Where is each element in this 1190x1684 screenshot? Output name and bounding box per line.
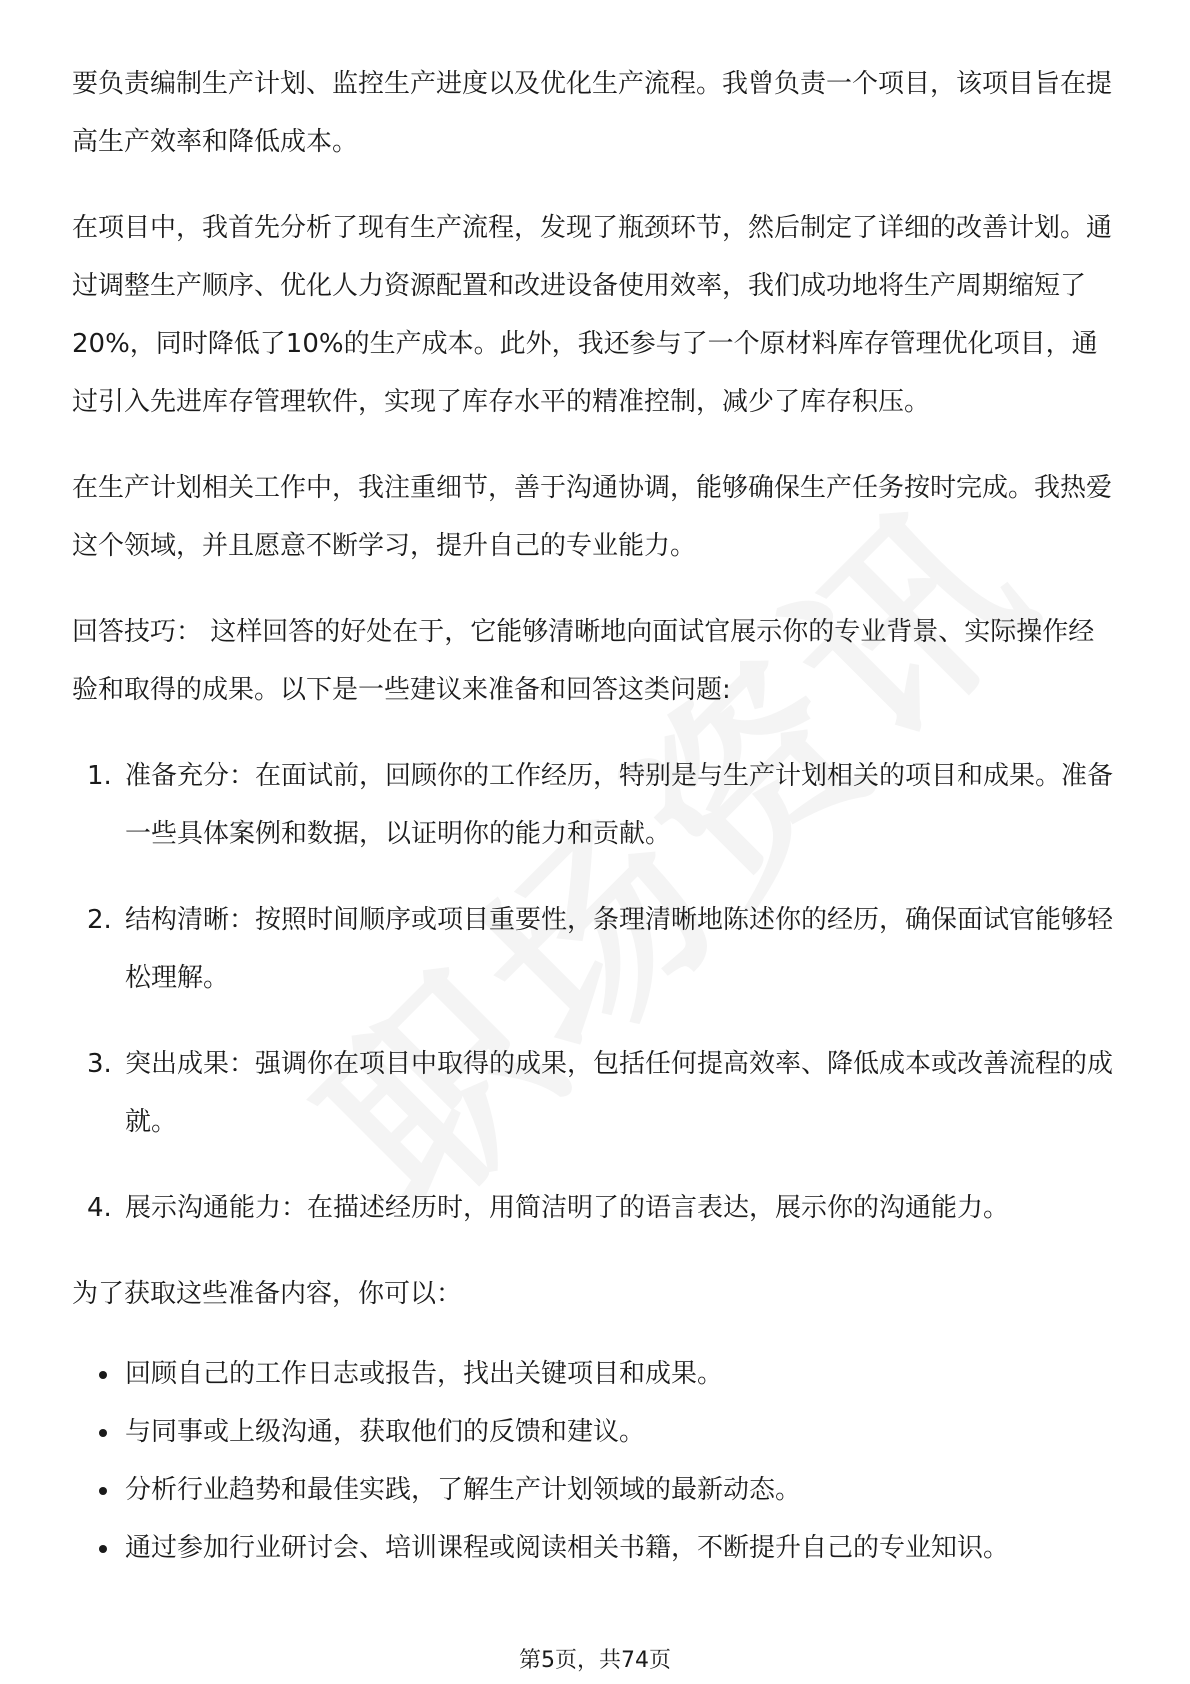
list-item (72, 1035, 1120, 1151)
bullet-dot-icon (99, 1371, 107, 1379)
bullet-dot-icon (99, 1545, 107, 1553)
bullet-text: 通过参加行业研讨会、培训课程或阅读相关书籍，不断提升自己的专业知识。 (125, 1533, 1010, 1563)
bullet-item (72, 1403, 1120, 1461)
list-item (72, 1179, 1120, 1237)
bullet-item (72, 1519, 1120, 1577)
list-number: 2. (87, 905, 112, 935)
list-number: 1. (87, 761, 112, 791)
bullet-text: 分析行业趋势和最佳实践，了解生产计划领域的最新动态。 (125, 1475, 802, 1505)
bullet-dot-icon (99, 1429, 107, 1437)
document-body (72, 55, 1120, 1577)
list-item-text: 展示沟通能力：在描述经历时，用简洁明了的语言表达，展示你的沟通能力。 (125, 1193, 1010, 1223)
list-item (72, 891, 1120, 1007)
bullet-text: 与同事或上级沟通，获取他们的反馈和建议。 (125, 1417, 646, 1447)
bullet-list (72, 1345, 1120, 1577)
paragraph-3: 在生产计划相关工作中，我注重细节，善于沟通协调，能够确保生产任务按时完成。我热爱这个领域，并且愿意不断学习，提升自己的专业能力。 (72, 473, 1113, 561)
bullet-text: 回顾自己的工作日志或报告，找出关键项目和成果。 (125, 1359, 724, 1389)
bullet-item (72, 1345, 1120, 1403)
numbered-list (72, 747, 1120, 1237)
list-item (72, 747, 1120, 863)
list-item-text: 结构清晰：按照时间顺序或项目重要性，条理清晰地陈述你的经历，确保面试官能够轻松理解。 (125, 905, 1114, 993)
bullets-intro: 为了获取这些准备内容，你可以： (72, 1279, 463, 1309)
paragraph-2: 在项目中，我首先分析了现有生产流程，发现了瓶颈环节，然后制定了详细的改善计划。通过调整生产顺序、优化人力资源配置和改进设备使用效率，我们成功地将生产周期缩短了20%，同时降低了10%的生产成本。此外，我还参与了一个原材料库存管理优化项目，通过引入先进库存管理软件，实现了库存水平的精准控制，减少了库存积压。 (72, 213, 1113, 417)
page-number-footer: 第5页，共74页 (519, 1648, 671, 1673)
bullet-dot-icon (99, 1487, 107, 1495)
paragraph-1: 要负责编制生产计划、监控生产进度以及优化生产流程。我曾负责一个项目，该项目旨在提高生产效率和降低成本。 (72, 69, 1113, 157)
list-number: 4. (87, 1193, 112, 1223)
bullet-item (72, 1461, 1120, 1519)
list-item-text: 准备充分：在面试前，回顾你的工作经历，特别是与生产计划相关的项目和成果。准备一些具体案例和数据，以证明你的能力和贡献。 (125, 761, 1114, 849)
list-number: 3. (87, 1049, 112, 1079)
list-item-text: 突出成果：强调你在项目中取得的成果，包括任何提高效率、降低成本或改善流程的成就。 (125, 1049, 1114, 1137)
paragraph-answer-tips: 回答技巧： 这样回答的好处在于，它能够清晰地向面试官展示你的专业背景、实际操作经验和取得的成果。以下是一些建议来准备和回答这类问题: (72, 617, 1095, 705)
